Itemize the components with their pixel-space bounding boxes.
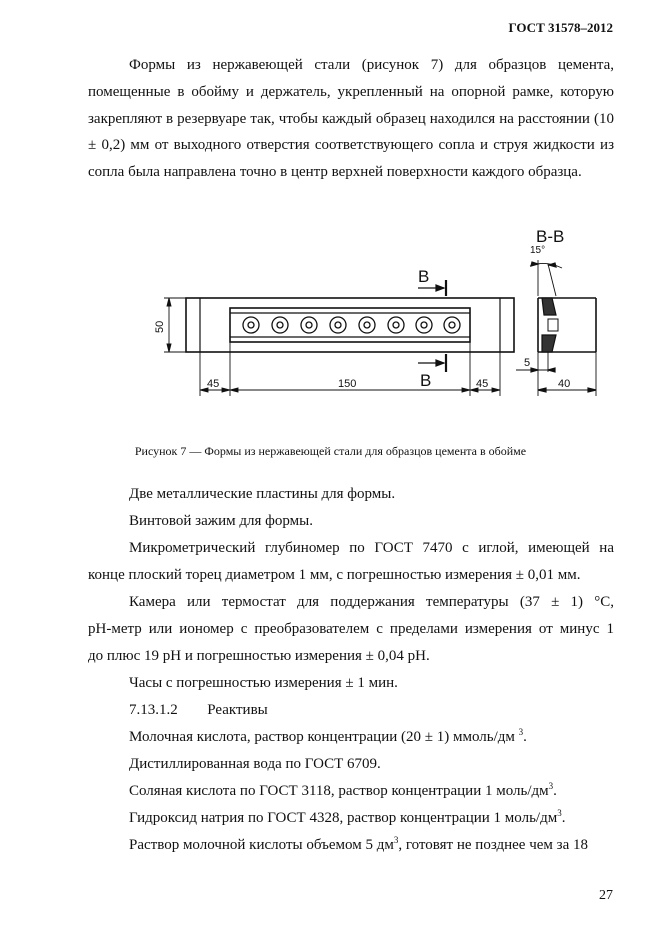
specimen-hole <box>388 317 404 333</box>
subsection-title: Реактивы <box>207 702 268 718</box>
subsection-heading <box>129 702 614 719</box>
text-line: Две металлические пластины для формы. <box>129 486 396 502</box>
cut-label-bottom: В <box>420 371 432 390</box>
specimen-holes <box>243 317 460 333</box>
cut-label-top: В <box>418 267 430 286</box>
intro-paragraph: Формы из нержавеющей стали (рисунок 7) для образцов цемента, помещенные в обойму и держатель, укрепленный на опорной рамке, которую закрепляют в резервуаре так, чтобы каждый образец находился на расстоянии (10 ± 0,2) мм от выходного отверстия соответствующего сопла и струя жидкости из сопла была направлена точно в центр верхней поверхности каждого образца. <box>88 57 614 181</box>
text-line: Микрометрический глубиномер по ГОСТ 7470 с иглой, имеющей на <box>129 540 614 556</box>
text-line: Винтовой зажим для формы. <box>129 513 313 529</box>
specimen-hole <box>359 317 375 333</box>
dim-middle-label: 150 <box>338 378 357 390</box>
text-line: конце плоский торец диаметром 1 мм, с погрешностью измерения ± 0,01 мм. <box>88 567 581 583</box>
section-hatch-bottom <box>542 335 556 352</box>
specimen-hole-core <box>335 322 341 328</box>
dim-section-width-label: 40 <box>558 378 571 390</box>
angle-label: 15° <box>530 245 546 256</box>
text-line: Молочная кислота, раствор концентрации (20 ± 1) ммоль/дм $^3$. <box>129 727 527 745</box>
dim-right-label: 45 <box>476 378 489 390</box>
text-line: до плюс 19 рН и погрешностью измерения ± 0,04 рН. <box>88 648 430 664</box>
text-line: Соляная кислота по ГОСТ 3118, раствор концентрации 1 моль/$дм^3$. <box>129 781 557 799</box>
text-line: Раствор молочной кислоты объемом 5 $дм^3$, готовят не позднее чем за 18 <box>129 835 588 853</box>
specimen-hole-core <box>449 322 455 328</box>
specimen-hole-core <box>421 322 427 328</box>
specimen-hole-core <box>393 322 399 328</box>
figure-caption: Рисунок 7 — Формы из нержавеющей стали для образцов цемента в обойме <box>134 444 527 458</box>
section-hatch-top <box>542 298 556 315</box>
specimen-hole <box>272 317 288 333</box>
text-line: Дистиллированная вода по ГОСТ 6709. <box>129 756 381 772</box>
dim-slot-label: 5 <box>524 357 531 369</box>
text-line: Часы с погрешностью измерения ± 1 мин. <box>129 675 398 691</box>
frame-outline <box>186 298 514 352</box>
dimension-chain <box>200 342 500 396</box>
section-title: В-В <box>536 227 565 246</box>
specimen-hole-core <box>306 322 312 328</box>
section-view <box>516 227 596 396</box>
specimen-hole <box>444 317 460 333</box>
specimen-hole <box>330 317 346 333</box>
text-line: Камера или термостат для поддержания температуры (37 ± 1) °С, <box>129 594 614 610</box>
specimen-hole-core <box>277 322 283 328</box>
dimension-height <box>154 298 186 352</box>
specimen-hole <box>243 317 259 333</box>
section-cut-bottom <box>418 354 446 390</box>
text-line: Гидроксид натрия по ГОСТ 4328, раствор концентрации 1 моль/$дм^3$. <box>129 808 566 826</box>
specimen-hole-core <box>248 322 254 328</box>
text-line: рН-метр или иономер с преобразователем с пределами измерения от минус 1 <box>88 621 614 637</box>
specimen-hole-core <box>364 322 370 328</box>
subsection-number: 7.13.1.2 <box>129 702 178 718</box>
section-cut-top <box>418 267 446 296</box>
page-number: 27 <box>599 888 613 903</box>
document-header-code: ГОСТ 31578–2012 <box>508 20 613 35</box>
specimen-hole <box>301 317 317 333</box>
figure-7-drawing <box>0 220 661 420</box>
dim-left-label: 45 <box>207 378 220 390</box>
specimen-hole <box>416 317 432 333</box>
dim-height-label: 50 <box>154 320 166 333</box>
